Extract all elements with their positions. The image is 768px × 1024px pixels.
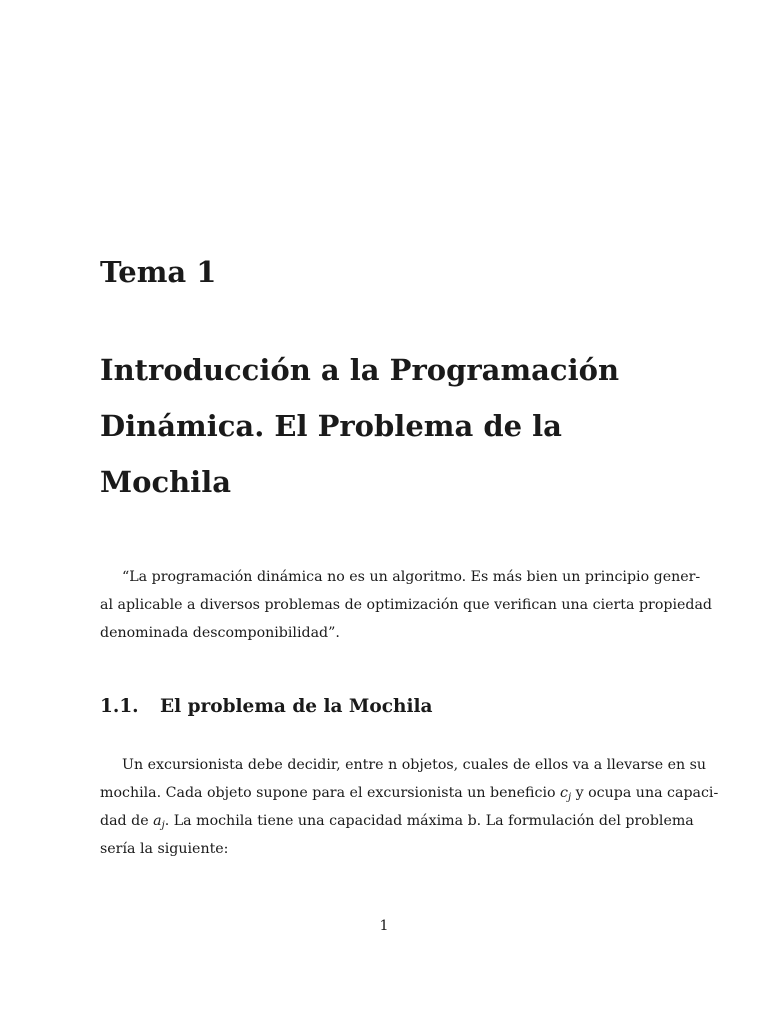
chapter-title-line: Introducción a la Programación — [100, 353, 620, 387]
paragraph-line — [100, 807, 694, 835]
section-heading — [100, 693, 433, 721]
chapter-title — [100, 342, 660, 510]
chapter-title-line: Mochila — [100, 465, 232, 499]
math-subscript: j — [567, 792, 572, 803]
paragraph-text: y ocupa una capaci- — [571, 785, 719, 801]
paragraph-line — [100, 779, 719, 807]
math-symbol: c — [560, 785, 568, 801]
section-number: 1.1. — [100, 696, 139, 717]
math-symbol: a — [153, 813, 162, 829]
quote-line: al aplicable a diversos problemas de optimización que verifican una cierta propiedad — [100, 597, 713, 613]
quote-line: denominada descomponibilidad”. — [100, 625, 340, 641]
math-variable-a — [153, 813, 165, 829]
paragraph-line: Un excursionista debe decidir, entre n objetos, cuales de ellos va a llevarse en su — [122, 757, 707, 773]
chapter-title-line: Dinámica. El Problema de la — [100, 409, 562, 443]
math-subscript: j — [161, 820, 165, 831]
section-title: El problema de la Mochila — [160, 696, 433, 717]
paragraph-text: mochila. Cada objeto supone para el excursionista un beneficio — [100, 785, 561, 801]
page-number: 1 — [379, 918, 389, 934]
epigraph-quote — [100, 563, 713, 647]
chapter-label: Tema 1 — [100, 255, 217, 289]
paragraph-line: sería la siguiente: — [100, 841, 229, 857]
body-paragraph — [100, 751, 719, 863]
quote-line: “La programación dinámica no es un algoritmo. Es más bien un principio gener- — [122, 569, 701, 585]
paragraph-text: dad de — [100, 813, 154, 829]
paragraph-text: . La mochila tiene una capacidad máxima b. La formulación del problema — [164, 813, 694, 829]
math-variable-c — [560, 785, 571, 801]
